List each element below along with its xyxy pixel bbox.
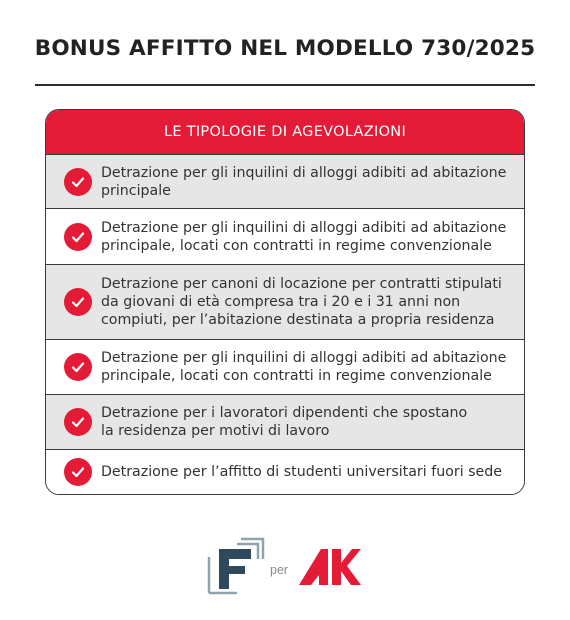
table-row	[46, 208, 524, 264]
f-logo	[207, 535, 265, 597]
table-row	[46, 264, 524, 339]
title-divider	[35, 84, 535, 86]
check-circle-icon	[64, 353, 92, 381]
row-text: Detrazione per i lavoratori dipendenti che spostano la residenza per motivi di lavoro	[101, 405, 468, 439]
row-text: Detrazione per gli inquilini di alloggi adibiti ad abitazione principale, locati con contratti in regime convenzionale	[101, 219, 507, 254]
table-row	[46, 449, 524, 494]
row-text: Detrazione per gli inquilini di alloggi adibiti ad abitazione principale	[101, 164, 507, 199]
benefits-table	[45, 109, 525, 495]
table-row	[46, 394, 524, 449]
check-circle-icon	[64, 223, 92, 251]
row-text: Detrazione per l’affitto di studenti universitari fuori sede	[101, 464, 503, 480]
row-text: Detrazione per gli inquilini di alloggi adibiti ad abitazione principale, locati con contratti in regime convenzionale	[101, 350, 507, 384]
row-text: Detrazione per canoni di locazione per contratti stipulati da giovani di età compresa tra i 20 e i 31 anni non compiuti, per l’abitazione destinata a propria residenza	[101, 276, 502, 328]
table-row	[46, 154, 524, 208]
check-circle-icon	[64, 408, 92, 436]
footer-logos	[207, 535, 367, 600]
table-row	[46, 339, 524, 394]
table-header: LE TIPOLOGIE DI AGEVOLAZIONI	[46, 110, 524, 154]
check-circle-icon	[64, 168, 92, 196]
ak-logo	[299, 547, 361, 587]
check-circle-icon	[64, 288, 92, 316]
check-circle-icon	[64, 458, 92, 486]
page-title: BONUS AFFITTO NEL MODELLO 730/2025	[34, 36, 536, 61]
per-label: per	[270, 563, 289, 577]
